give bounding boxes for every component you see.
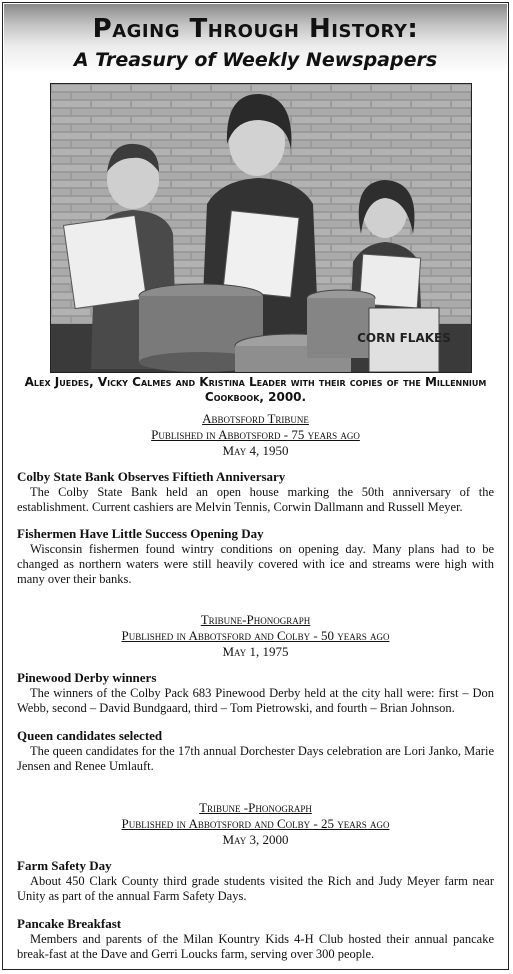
header-banner [4,4,507,74]
story-headline: Fishermen Have Little Success Opening Day [17,526,264,541]
newspaper-name: Abbotsford Tribune [202,411,309,426]
publication-line: Published in Abbotsford and Colby - 50 years ago [121,628,390,643]
news-story [17,670,494,716]
newspaper-name: Tribune -Phonograph [199,800,312,815]
story-body: Members and parents of the Milan Kountry Kids 4-H Club hosted their annual pancake break-fast at the Dave and Gerri Loucks farm, serving over 300 people. [17,932,494,961]
cereal-box-label: CORN FLAKES [357,331,451,345]
story-headline: Queen candidates selected [17,728,163,743]
page-subtitle: A Treasury of Weekly Newspapers [73,49,438,71]
story-body: The Colby State Bank held an open house marking the 50th anniversary of the establishment. Current cashiers are Melvin Tennis, Corwin Dallmann and Russell Meyer. [17,485,494,514]
news-photo [50,83,472,373]
story-body: The winners of the Colby Pack 683 Pinewood Derby held at the city hall were: first – Don Webb, second – David Bundgaard, third – Tom Pietrowski, and fourth – Brian Johnson. [17,686,494,715]
masthead-tribune-phonograph-1975 [3,612,508,660]
publication-line: Published in Abbotsford - 75 years ago [151,427,360,442]
issue-date: May 3, 2000 [222,832,289,847]
issue-date: May 4, 1950 [222,443,289,458]
news-story [17,858,494,904]
story-headline: Farm Safety Day [17,858,112,873]
masthead-tribune-phonograph-2000 [3,800,508,848]
story-body: About 450 Clark County third grade students visited the Rich and Judy Meyer farm near Unity as part of the annual Farm Safety Days. [17,874,494,903]
masthead-abbotsford-tribune [3,411,508,459]
news-story [17,469,494,515]
page-title: Paging Through History: [92,14,419,44]
article-frame [2,2,509,970]
publication-line: Published in Abbotsford and Colby - 25 years ago [121,816,390,831]
newspaper-name: Tribune-Phonograph [200,612,311,627]
news-story [17,526,494,587]
story-headline: Colby State Bank Observes Fiftieth Anniversary [17,469,286,484]
story-body: The queen candidates for the 17th annual Dorchester Days celebration are Lori Janko, Marie Jensen and Renee Umlauft. [17,744,494,773]
photo-illustration [51,84,471,372]
story-body: Wisconsin fishermen found wintry conditions on opening day. Many plans had to be changed as northern waters were still heavily covered with ice and streams were high with many over their banks. [17,542,494,586]
story-headline: Pinewood Derby winners [17,670,157,685]
story-headline: Pancake Breakfast [17,916,122,931]
news-story [17,916,494,962]
news-story [17,728,494,774]
issue-date: May 1, 1975 [222,644,289,659]
photo-caption: Alex Juedes, Vicky Calmes and Kristina Leader with their copies of the Millennium Cookbook, 2000. [24,375,487,404]
